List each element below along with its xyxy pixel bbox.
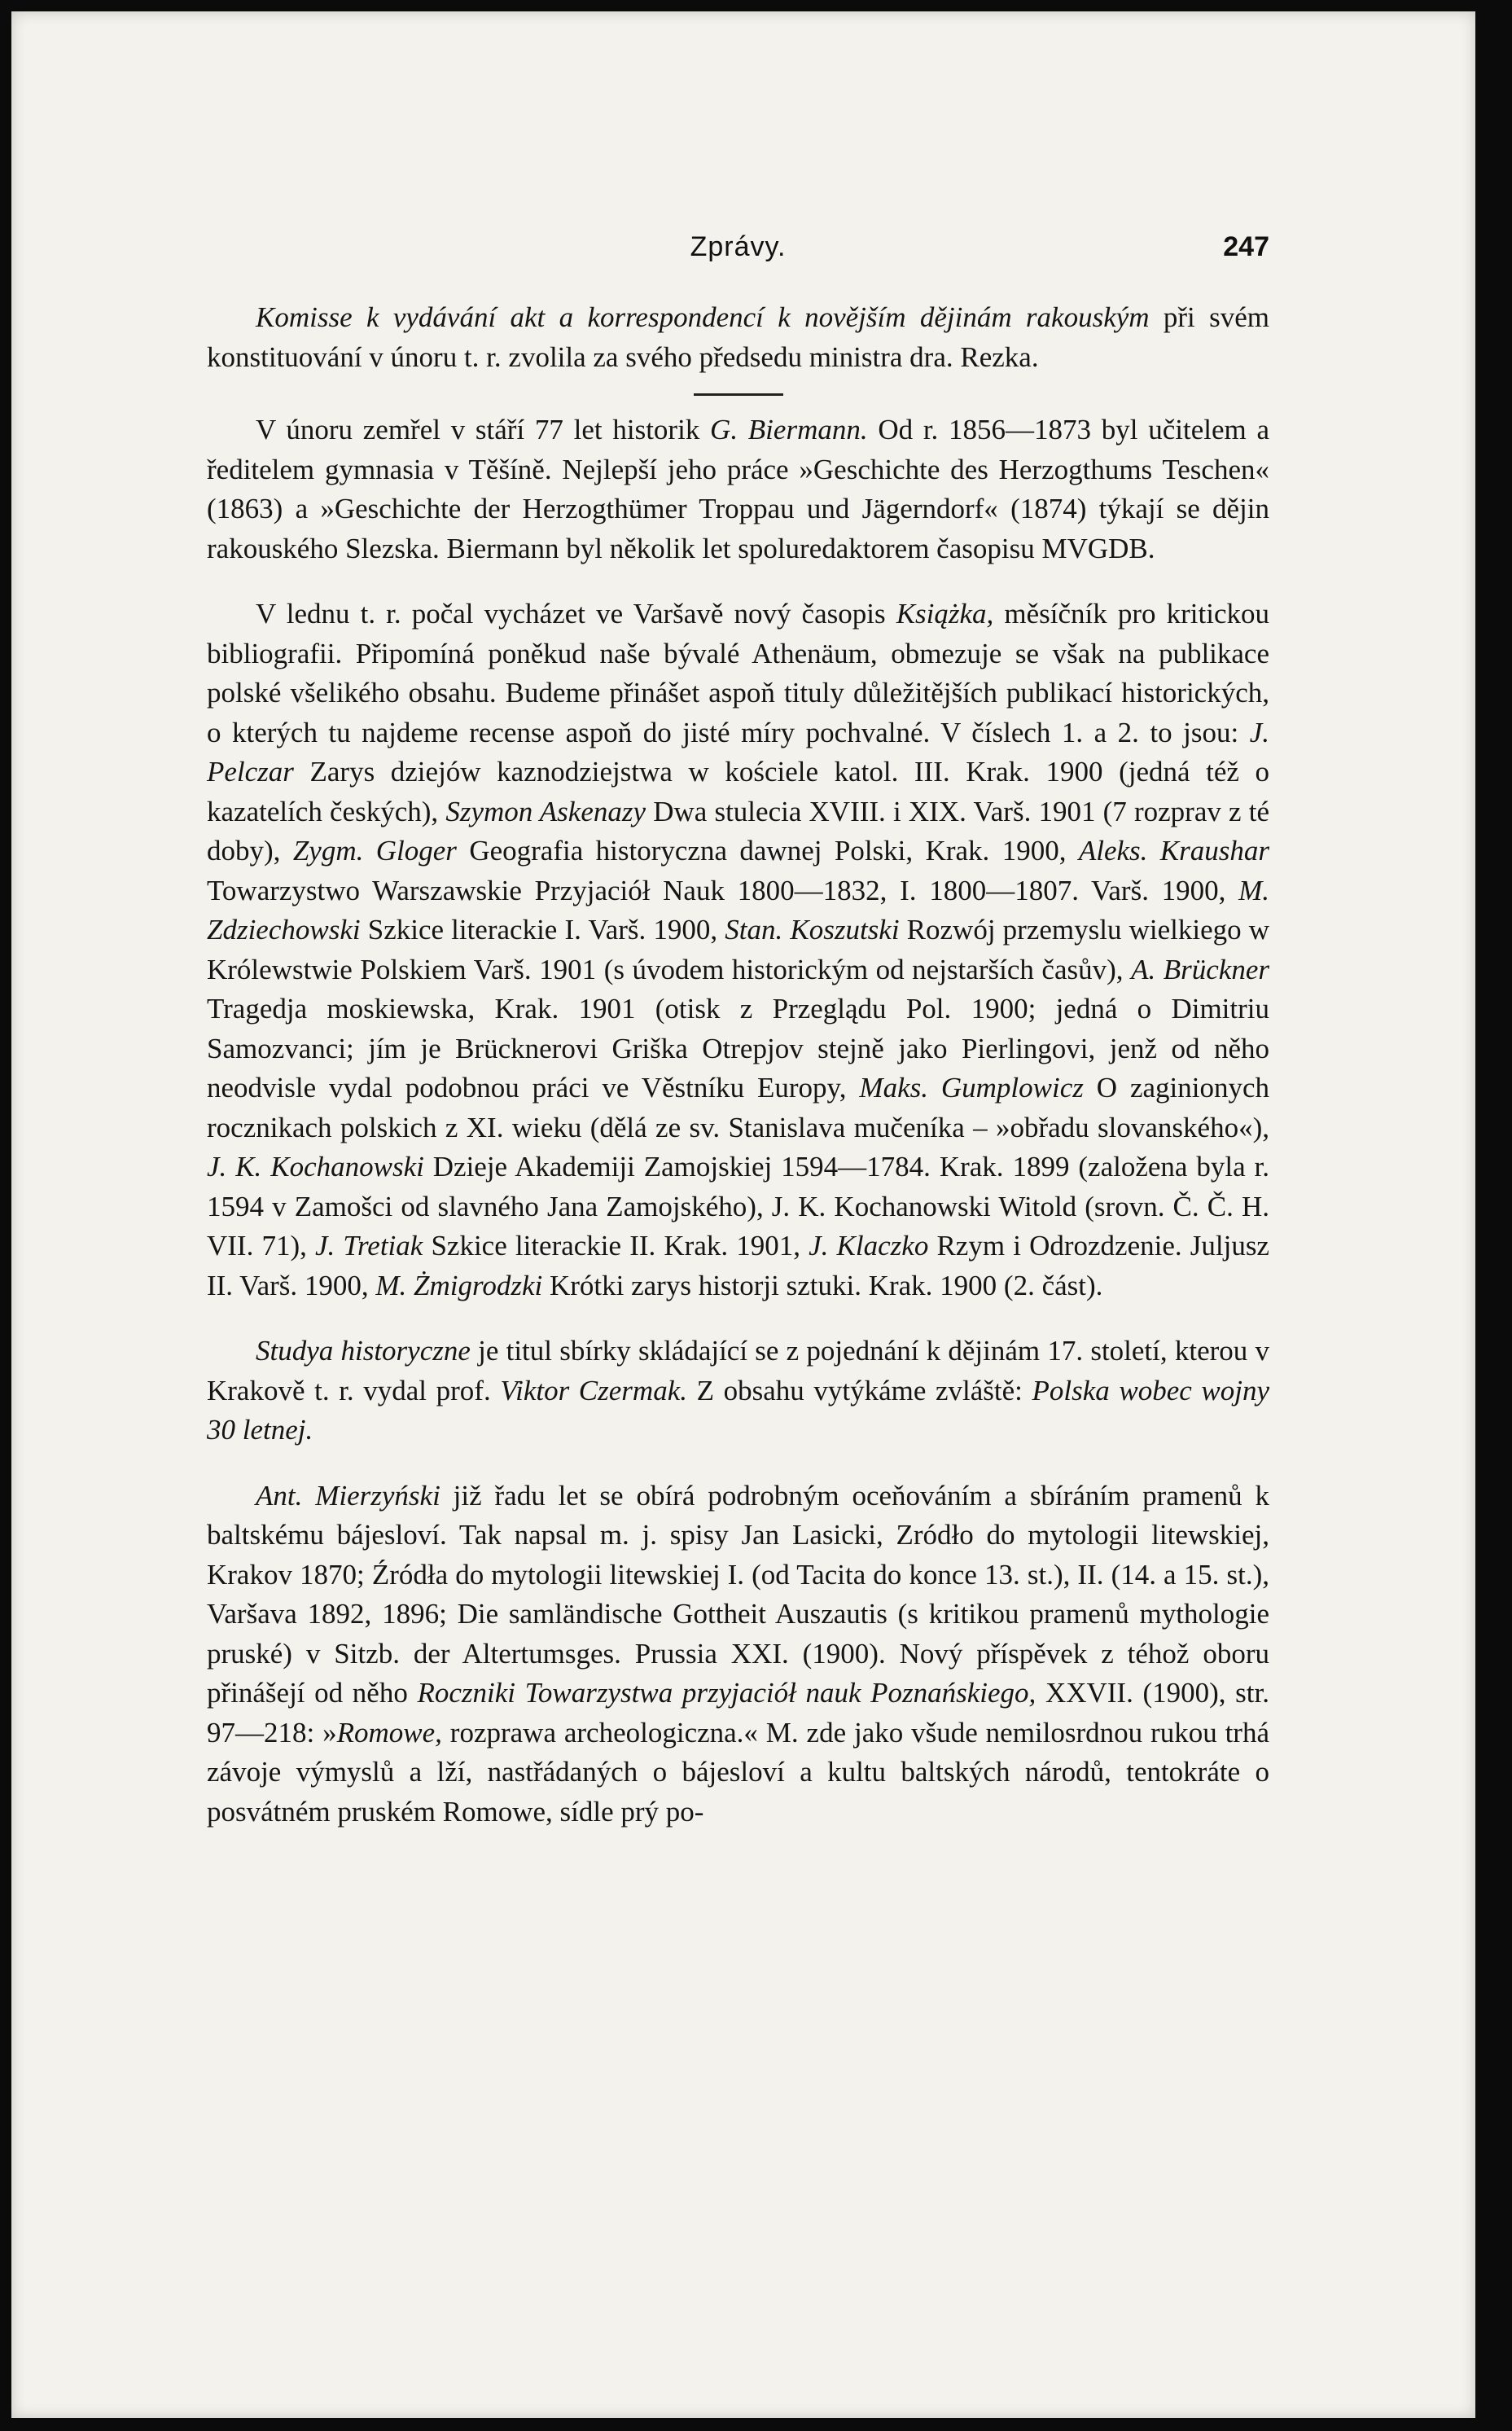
running-head: Zprávy. [690, 231, 787, 262]
page-number: 247 [1223, 231, 1269, 262]
italic-author: A. Brückner [1131, 953, 1269, 985]
italic-book-title: Studya historyczne [256, 1335, 471, 1367]
article-body [207, 298, 1269, 1832]
italic-name: G. Biermann. [710, 414, 868, 445]
paragraph-text: Szkice literackie II. Krak. 1901, [423, 1230, 809, 1262]
italic-journal-title: Roczniki Towarzystwa przyjaciół nauk Poznańskiego, [417, 1677, 1036, 1709]
paragraph-studya [207, 1332, 1269, 1450]
paragraph-text: XXVII. (1900), str. 97—218: » [207, 1677, 1269, 1749]
paragraph-text: již řadu let se obírá podrobným oceňováním a sbíráním pramenů k baltskému bájesloví. Tak napsal m. j. spisy Jan Lasicki, Zródło do mytologii litewskiej, Krakov 1870; Źródła do mytologii litewskiej I. (od Tacita do konce 13. st.), II. (14. a 15. st.), Varšava 1892, 1896; Die samländische Gottheit Auszautis (s kritikou pramenů mythologie pruské) v Sitzb. der Altertumsges. Prussia XXI. (1900). Nový příspěvek z téhož oboru přinášejí od něho [207, 1479, 1269, 1709]
paragraph-text: Geografia historyczna dawnej Polski, Krak. 1900, [456, 835, 1079, 867]
italic-author: J. K. Kochanowski [207, 1151, 424, 1183]
italic-author: J. Tretiak [315, 1230, 423, 1262]
paragraph-text: při svém konstituování v únoru t. r. zvolila za svého předsedu ministra dra. Rezka. [207, 301, 1270, 373]
paragraph-text: Krótki zarys historji sztuki. Krak. 1900 (2. část). [542, 1269, 1103, 1301]
italic-article-title: Romowe, [336, 1716, 442, 1749]
paragraph-text: rozprawa archeologiczna.« M. zde jako všude nemilosrdnou rukou trhá závoje výmyslů a lží, nastřádaných o bájesloví a kultu baltských národů, tentokráte o posvátném pruském Romowe, sídle prý po- [207, 1716, 1269, 1828]
italic-commission-title: Komisse k vydávání akt a korrespondencí k novějším dějinám rakouským [256, 301, 1150, 333]
document-page [11, 11, 1475, 2418]
paragraph-text: Tragedja moskiewska, Krak. 1901 (otisk z Przeglądu Pol. 1900; jedná o Dimitriu Samozvanci; jím je Brücknerovi Griška Otrepjov stejně jako Pierlingovi, jenž od něho neodvisle vydal podobnou práci ve Věstníku Europy, [207, 993, 1269, 1104]
paragraph-text: Szkice literackie I. Varš. 1900, [360, 914, 725, 946]
italic-author: Ant. Mierzyński [256, 1479, 440, 1512]
paragraph-text: Rozwój przemyslu wielkiego w Królewstwie Polskiem Varš. 1901 (s úvodem historickým od nejstarších časův), [207, 914, 1269, 985]
paragraph-text: V lednu t. r. počal vycházet ve Varšavě nový časopis [256, 598, 896, 630]
paragraph-mierzynski [207, 1477, 1269, 1832]
italic-author: M. Żmigrodzki [375, 1269, 543, 1301]
italic-book-title: Polska wobec wojny 30 letnej. [207, 1374, 1269, 1446]
paragraph-biermann [207, 410, 1269, 568]
paragraph-text: Od r. 1856—1873 byl učitelem a ředitelem gymnasia v Těšíně. Nejlepší jeho práce »Geschichte des Herzogthums Teschen« (1863) a »Geschichte der Herzogthümer Troppau und Jägerndorf« (1874) týkají se dějin rakouského Slezska. Biermann byl několik let spoluredaktorem časopisu MVGDB. [207, 414, 1269, 564]
paragraph-text: Rzym i Odrozdzenie. Juljusz II. Varš. 1900, [207, 1230, 1269, 1301]
paragraph-ksiazka [207, 595, 1269, 1305]
italic-author: J. Klaczko [809, 1230, 929, 1262]
paragraph-text: Dwa stulecia XVIII. i XIX. Varš. 1901 (7 rozprav z té doby), [207, 795, 1269, 867]
paragraph-text: Zarys dziejów kaznodziejstwa w kościele katol. III. Krak. 1900 (jedná též o kazatelích českých), [207, 756, 1269, 827]
italic-author: Maks. Gumplowicz [859, 1072, 1084, 1104]
page-header [207, 231, 1269, 272]
italic-author: Viktor Czermak. [500, 1374, 687, 1406]
italic-author: Zygm. Gloger [292, 835, 457, 867]
paragraph-text: měsíčník pro kritickou bibliografii. Připomíná poněkud naše bývalé Athenäum, obmezuje se však na publikace polské všelikého obsahu. Budeme přinášet aspoň tituly důležitějších publikací historických, o kterých tu najdeme recense aspoň do jisté míry pochvalné. V číslech 1. a 2. to jsou: [207, 598, 1269, 748]
paragraph-text: O zaginionych rocznikach polskich z XI. wieku (dělá ze sv. Stanislava mučeníka – »obřadu slovanského«), [207, 1072, 1270, 1143]
italic-author: Aleks. Kraushar [1078, 835, 1270, 867]
paragraph-commission [207, 298, 1269, 377]
section-divider [694, 393, 783, 396]
paragraph-text: je titul sbírky skládající se z pojednání k dějinám 17. století, kterou v Krakově t. r. vydal prof. [207, 1335, 1269, 1406]
italic-author: J. Pelczar [207, 716, 1269, 788]
paragraph-text: Z obsahu vytýkáme zvláště: [687, 1374, 1032, 1406]
italic-author: M. Zdziechowski [207, 874, 1269, 946]
paragraph-text: Dzieje Akademiji Zamojskiej 1594—1784. Krak. 1899 (založena byla r. 1594 v Zamošci od slavného Jana Zamojského), J. K. Kochanowski Witold (srovn. Č. Č. H. VII. 71), [207, 1151, 1270, 1262]
italic-journal-title: Książka, [896, 598, 994, 630]
paragraph-text: V únoru zemřel v stáří 77 let historik [256, 414, 711, 445]
paragraph-text: Towarzystwo Warszawskie Przyjaciół Nauk 1800—1832, I. 1800—1807. Varš. 1900, [207, 874, 1239, 906]
italic-author: Stan. Koszutski [725, 914, 900, 946]
italic-author: Szymon Askenazy [445, 795, 646, 827]
